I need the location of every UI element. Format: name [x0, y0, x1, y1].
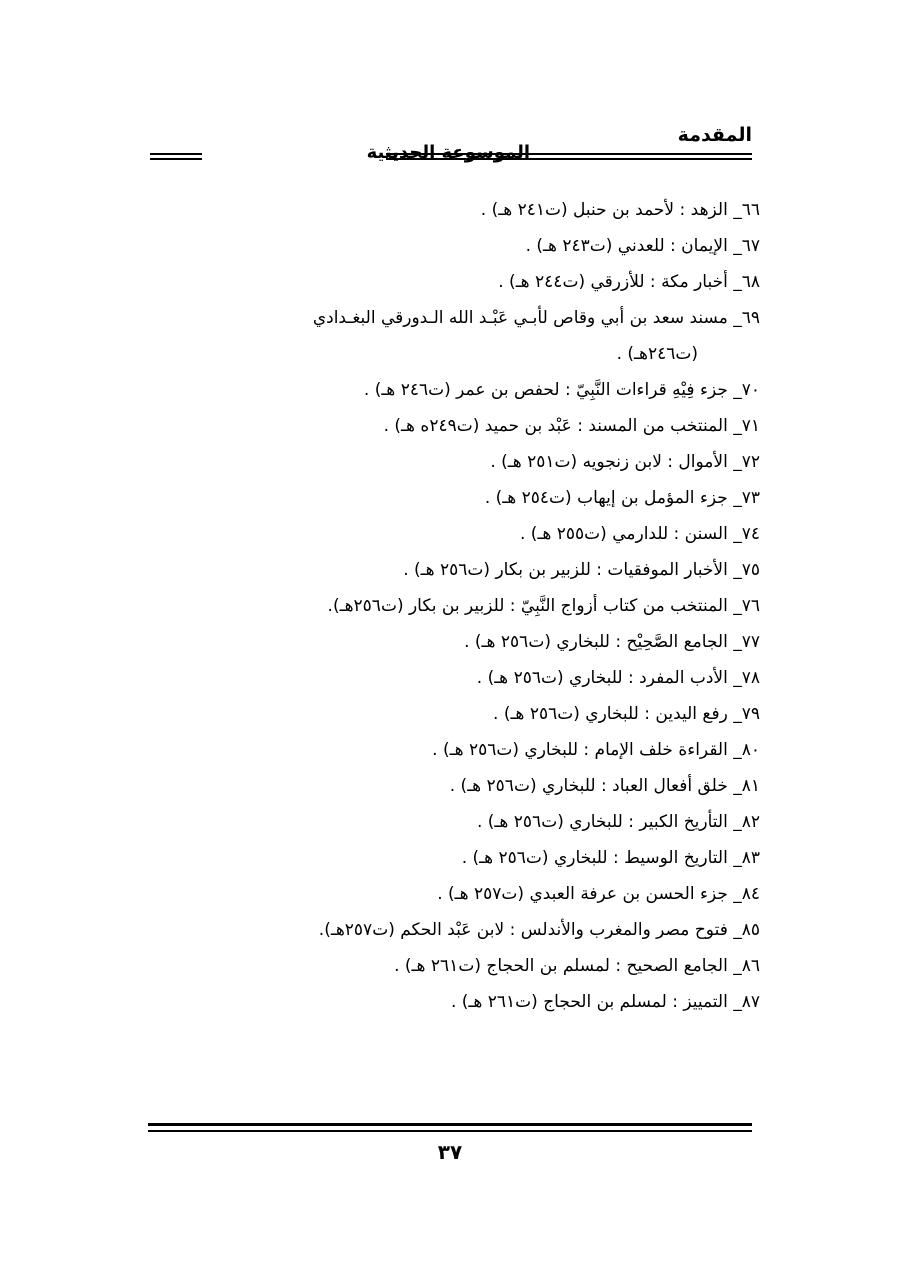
list-item: ٨١_ خلق أفعال العباد : للبخاري (ت٢٥٦ هـ) . [449, 776, 760, 796]
list-item: ٧١_ المنتخب من المسند : عَبْد بن حميد (ت٢٤٩ه هـ) . [383, 416, 760, 436]
list-item: ٧٢_ الأموال : لابن زنجويه (ت٢٥١ هـ) . [490, 452, 760, 472]
list-item: ٧٦_ المنتخب من كتاب أزواج النَّبِيّ : للزبير بن بكار (ت٢٥٦هـ). [327, 596, 760, 616]
header-rule-left [150, 153, 202, 160]
header-rule-right [386, 153, 752, 160]
list-item: ٨٤_ جزء الحسن بن عرفة العبدي (ت٢٥٧ هـ) . [437, 884, 760, 904]
list-item: ٦٦_ الزهد : لأحمد بن حنبل (ت٢٤١ هـ) . [480, 200, 760, 220]
list-item: ٧٣_ جزء المؤمل بن إيهاب (ت٢٥٤ هـ) . [484, 488, 760, 508]
list-item: ٨٧_ التمييز : لمسلم بن الحجاج (ت٢٦١ هـ) . [450, 992, 760, 1012]
book-title: الموسوعة الحديثية [366, 142, 530, 163]
list-item: ٧٥_ الأخبار الموفقيات : للزبير بن بكار (ت٢٥٦ هـ) . [403, 560, 760, 580]
list-item: ٧٠_ جزء فِيْهِ قراءات النَّبِيّ : لحفص بن عمر (ت٢٤٦ هـ) . [363, 380, 760, 400]
list-item: ٦٧_ الإيمان : للعدني (ت٢٤٣ هـ) . [525, 236, 760, 256]
list-item: ٨٠_ القراءة خلف الإمام : للبخاري (ت٢٥٦ هـ) . [432, 740, 760, 760]
list-item: ٧٤_ السنن : للدارمي (ت٢٥٥ هـ) . [519, 524, 760, 544]
list-item: ٧٩_ رفع اليدين : للبخاري (ت٢٥٦ هـ) . [493, 704, 760, 724]
list-item: ٦٩_ مسند سعد بن أبي وقاص لأبـي عَبْـد الله الـدورقي البغـدادي [312, 308, 760, 328]
list-item: ٧٧_ الجامع الصَّحِيْح : للبخاري (ت٢٥٦ هـ) . [464, 632, 760, 652]
page-header [150, 120, 752, 170]
list-item: ٨٢_ التأريخ الكبير : للبخاري (ت٢٥٦ هـ) . [476, 812, 760, 832]
list-item: ٨٦_ الجامع الصحيح : لمسلم بن الحجاج (ت٢٦١ هـ) . [394, 956, 760, 976]
list-item: ٧٨_ الأدب المفرد : للبخاري (ت٢٥٦ هـ) . [476, 668, 760, 688]
reference-list [150, 192, 760, 1020]
list-item: ٨٥_ فتوح مصر والمغرب والأندلس : لابن عَبْد الحكم (ت٢٥٧هـ). [318, 920, 760, 940]
page-number: ٣٧ [437, 1140, 463, 1164]
footer-rule [148, 1123, 752, 1132]
list-item-continuation: (ت٢٤٦هـ) . [616, 344, 698, 364]
list-item: ٨٣_ التاريخ الوسيط : للبخاري (ت٢٥٦ هـ) . [461, 848, 760, 868]
section-title: المقدمة [677, 124, 752, 146]
list-item: ٦٨_ أخبار مكة : للأزرقي (ت٢٤٤ هـ) . [498, 272, 760, 292]
